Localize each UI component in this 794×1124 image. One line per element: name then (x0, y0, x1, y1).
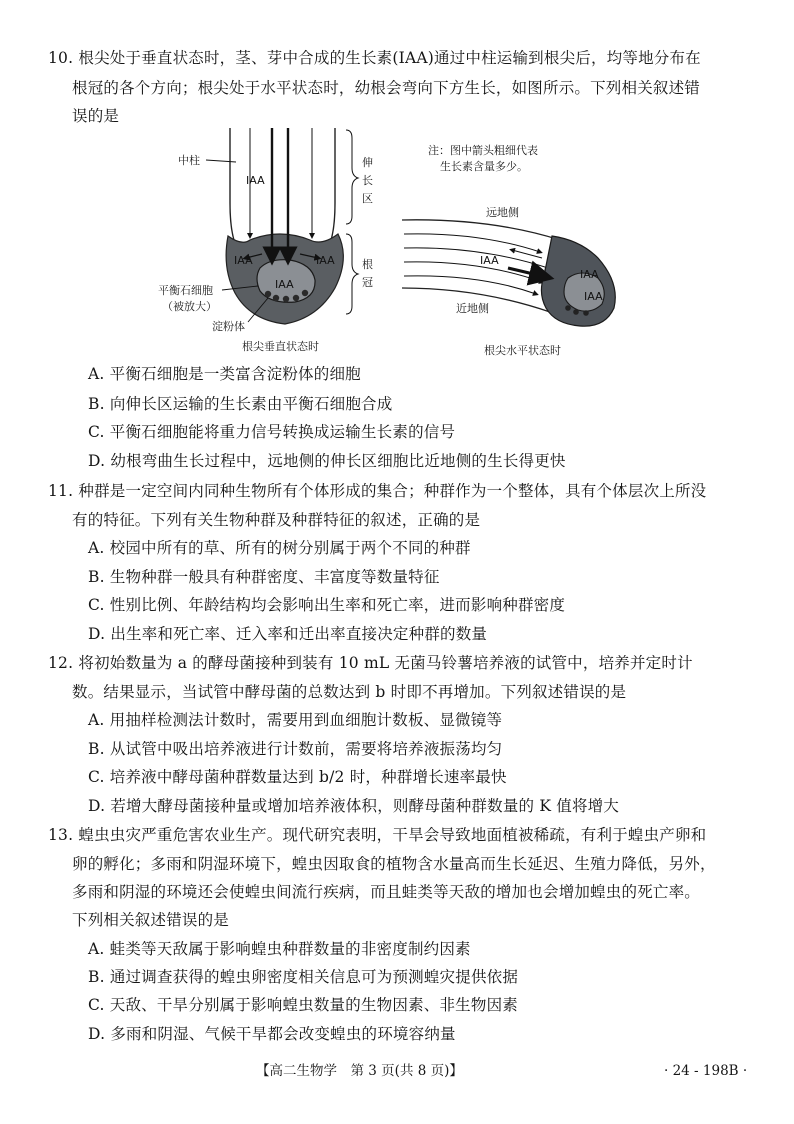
q10-option-c: C. 平衡石细胞能将重力信号转换成运输生长素的信号 (88, 423, 456, 441)
q11-option-d: D. 出生率和死亡率、迁入率和迁出率直接决定种群的数量 (88, 625, 488, 643)
stele-label: 中柱 (178, 154, 200, 167)
vertical-caption: 根尖垂直状态时 (242, 340, 319, 353)
iaa-label-cap-1: IAA (580, 268, 599, 281)
iaa-label-horizontal: IAA (480, 254, 499, 267)
q13-option-c: C. 天敌、干旱分别属于影响蝗虫数量的生物因素、非生物因素 (88, 996, 518, 1014)
q13-stem-line-1: 13. 蝗虫虫灾严重危害农业生产。现代研究表明，干旱会导致地面植被稀疏，有利于蝗虫产卵和 (48, 826, 707, 844)
q11-option-b: B. 生物种群一般具有种群密度、丰富度等数量特征 (88, 568, 440, 586)
q12-option-d: D. 若增大酵母菌接种量或增加培养液体积，则酵母菌种群数量的 K 值将增大 (88, 797, 620, 815)
root-cap-label-1: 根 (362, 258, 373, 271)
iaa-label-right: IAA (316, 254, 335, 267)
note-line-2: 生长素含量多少。 (440, 160, 528, 173)
root-tip-diagram (150, 128, 650, 363)
q10-option-b: B. 向伸长区运输的生长素由平衡石细胞合成 (88, 395, 393, 413)
root-tip-figure (150, 128, 650, 363)
q13-stem-line-4: 下列相关叙述错误的是 (72, 911, 230, 929)
iaa-label-left: IAA (234, 254, 253, 267)
q10-option-d: D. 幼根弯曲生长过程中，远地侧的伸长区细胞比近地侧的生长得更快 (88, 452, 566, 470)
q13-option-b: B. 通过调查获得的蝗虫卵密度相关信息可为预测蝗灾提供依据 (88, 968, 519, 986)
q13-stem-line-2: 卵的孵化；多雨和阴湿环境下，蝗虫因取食的植物含水量高而生长延迟、生殖力降低，另外， (72, 855, 716, 873)
far-side-label: 远地侧 (486, 206, 519, 219)
statocyte-label: 平衡石细胞 (158, 284, 213, 297)
vertical-root-tip (158, 128, 373, 353)
iaa-label-stele: IAA (246, 174, 265, 187)
horizontal-caption: 根尖水平状态时 (484, 344, 561, 357)
q10-stem-line-2: 根冠的各个方向；根尖处于水平状态时，幼根会弯向下方生长，如图所示。下列相关叙述错 (72, 79, 701, 97)
horizontal-root-tip (402, 143, 615, 357)
footer-code: · 24 - 198B · (664, 1063, 748, 1079)
footer-page-info: 【高二生物学 第 3 页(共 8 页)】 (256, 1063, 463, 1079)
q12-stem-line-1: 12. 将初始数量为 a 的酵母菌接种到装有 10 mL 无菌马铃薯培养液的试管中，培养并定时计 (48, 654, 693, 672)
q10-stem-line-1: 10. 根尖处于垂直状态时，茎、芽中合成的生长素(IAA)通过中柱运输到根尖后，均等地分布在 (48, 49, 701, 67)
enlarged-label: （被放大） (162, 300, 217, 313)
near-side-label: 近地侧 (456, 302, 489, 315)
elongation-zone-label-1: 伸 (362, 156, 373, 169)
elongation-zone-label-2: 长 (362, 174, 373, 187)
q11-stem-line-2: 有的特征。下列有关生物种群及种群特征的叙述，正确的是 (72, 511, 481, 529)
q12-option-c: C. 培养液中酵母菌种群数量达到 b/2 时，种群增长速率最快 (88, 768, 507, 786)
note-line-1: 注：图中箭头粗细代表 (428, 144, 538, 157)
q13-option-a: A. 蛙类等天敌属于影响蝗虫种群数量的非密度制约因素 (88, 940, 471, 958)
root-cap-label-2: 冠 (362, 276, 373, 289)
q13-stem-line-3: 多雨和阴湿的环境还会使蝗虫间流行疾病，而且蛙类等天敌的增加也会增加蝗虫的死亡率。 (72, 883, 701, 901)
elongation-zone-label-3: 区 (362, 192, 373, 205)
q12-stem-line-2: 数。结果显示，当试管中酵母菌的总数达到 b 时即不再增加。下列叙述错误的是 (72, 683, 627, 701)
amyloplast-label: 淀粉体 (212, 320, 245, 333)
q12-option-b: B. 从试管中吸出培养液进行计数前，需要将培养液振荡均匀 (88, 740, 503, 758)
q13-option-d: D. 多雨和阴湿、气候干旱都会改变蝗虫的环境容纳量 (88, 1025, 456, 1043)
q12-option-a: A. 用抽样检测法计数时，需要用到血细胞计数板、显微镜等 (88, 711, 503, 729)
q11-option-a: A. 校园中所有的草、所有的树分别属于两个不同的种群 (88, 539, 471, 557)
q10-option-a: A. 平衡石细胞是一类富含淀粉体的细胞 (88, 365, 361, 383)
q11-option-c: C. 性别比例、年龄结构均会影响出生率和死亡率，进而影响种群密度 (88, 596, 566, 614)
q10-stem-line-3: 误的是 (72, 107, 120, 125)
q11-stem-line-1: 11. 种群是一定空间内同种生物所有个体形成的集合；种群作为一个整体，具有个体层次上所没 (48, 482, 707, 500)
iaa-label-center: IAA (275, 278, 294, 291)
iaa-label-cap-2: IAA (584, 290, 603, 303)
